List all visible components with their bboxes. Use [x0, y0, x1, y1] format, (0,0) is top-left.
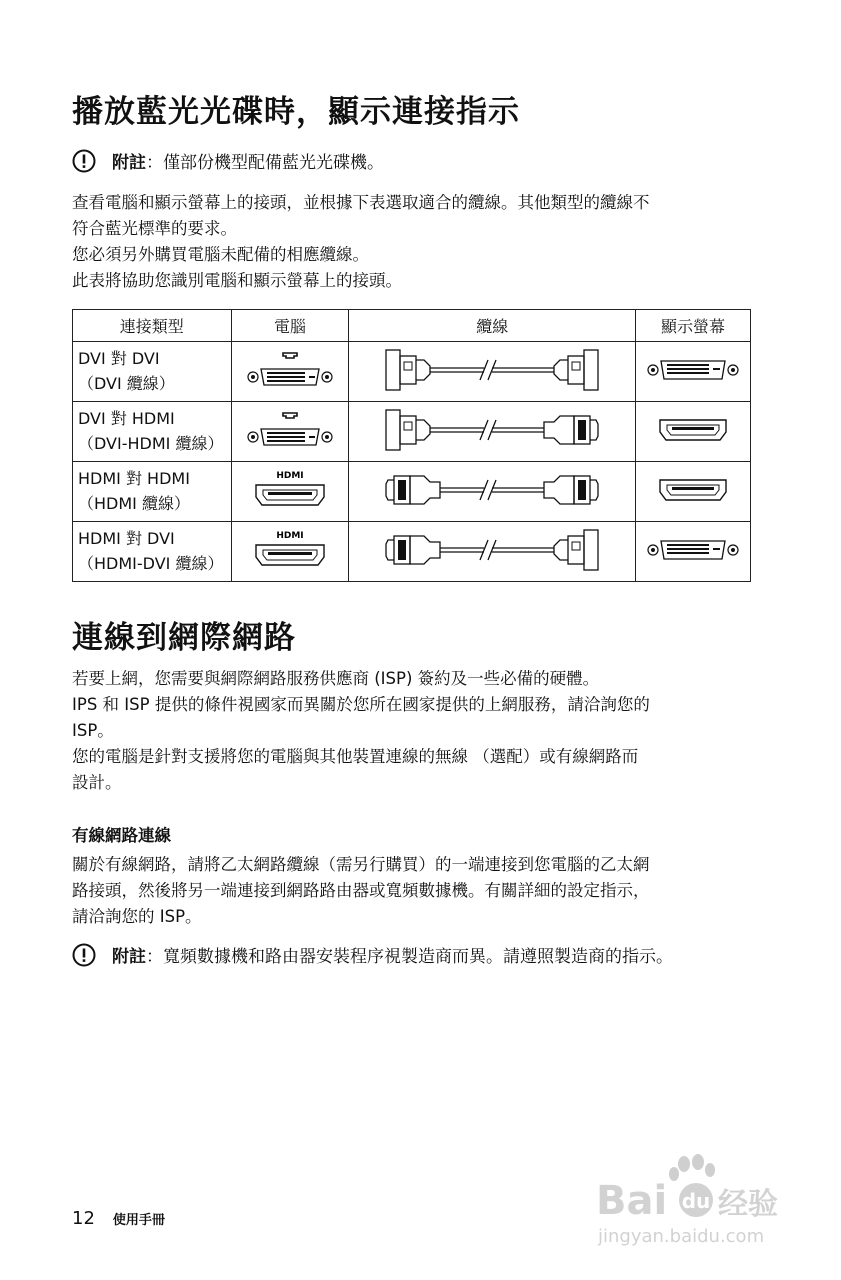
para-line: 設計。 [72, 773, 122, 792]
dvi-dvi-cable-icon [382, 344, 602, 396]
hdmi-dvi-cable-icon [382, 524, 602, 576]
connection-type-cell [73, 462, 232, 522]
hdmi-port-icon [658, 477, 728, 503]
internet-paragraph [72, 666, 752, 796]
note-text: ：寬頻數據機和路由器安裝程序視製造商而異。請遵照製造商的指示。 [146, 947, 673, 967]
header-cable: 纜線 [349, 310, 636, 342]
dvi-port-icon [245, 407, 335, 453]
watermark-brand: Bai [596, 1178, 668, 1224]
watermark-url: jingyan.baidu.com [598, 1226, 765, 1247]
table-row [73, 462, 751, 522]
dvi-hdmi-cable-icon [382, 404, 602, 456]
monitor-port-cell [636, 462, 751, 522]
table-row [73, 402, 751, 462]
page-number: 12 [72, 1208, 95, 1229]
page-footer [72, 1208, 165, 1229]
para-line: 若要上網，您需要與網際網路服務供應商 (ISP) 簽約及一些必備的硬體。 [72, 669, 600, 688]
watermark-cn: 经验 [718, 1187, 778, 1222]
type-name: HDMI 對 HDMI [78, 469, 190, 488]
pc-port-cell [231, 522, 349, 582]
hdmi-port-icon [658, 417, 728, 443]
subsection-title-wired: 有線網路連線 [72, 826, 171, 845]
monitor-port-cell [636, 342, 751, 402]
pc-port-cell [231, 342, 349, 402]
exclamation-icon [72, 149, 96, 173]
paw-icon [669, 1154, 715, 1181]
type-name: DVI 對 DVI [78, 349, 160, 368]
hdmi-hdmi-cable-icon [382, 464, 602, 516]
table-row [73, 342, 751, 402]
para-line: 查看電腦和顯示螢幕上的接頭，並根據下表選取適合的纜線。其他類型的纜線不 [72, 193, 650, 212]
exclamation-icon [72, 943, 96, 967]
para-line: 關於有線網路，請將乙太網路纜線（需另行購買）的一端連接到您電腦的乙太網 [72, 855, 650, 874]
cable-cell [349, 462, 636, 522]
pc-port-cell [231, 462, 349, 522]
type-cable: （HDMI-DVI 纜線） [78, 554, 224, 573]
section-title-internet: 連線到網際網路 [72, 620, 296, 656]
monitor-port-cell [636, 522, 751, 582]
note-label: 附註 [112, 947, 146, 967]
connection-type-cell [73, 402, 232, 462]
hdmi-logo: HDMI [276, 470, 304, 481]
note-label: 附註 [112, 153, 146, 173]
table-header-row [73, 310, 751, 342]
connection-table [72, 309, 751, 582]
hdmi-logo: HDMI [276, 530, 304, 541]
note-router [72, 942, 673, 967]
type-cable: （DVI 纜線） [78, 374, 175, 393]
hdmi-port-icon [250, 467, 330, 513]
cable-cell [349, 342, 636, 402]
dvi-port-icon [645, 355, 741, 385]
monitor-port-cell [636, 402, 751, 462]
baidu-watermark [592, 1152, 792, 1252]
para-line: 您必須另外購買電腦未配備的相應纜線。 [72, 245, 369, 264]
footer-label: 使用手冊 [112, 1213, 165, 1228]
wired-paragraph [72, 852, 752, 930]
type-name: HDMI 對 DVI [78, 529, 175, 548]
table-row [73, 522, 751, 582]
type-name: DVI 對 HDMI [78, 409, 175, 428]
intro-paragraph [72, 190, 752, 294]
note-text: ：僅部份機型配備藍光光碟機。 [146, 153, 384, 173]
dvi-port-icon [245, 347, 335, 393]
para-line: 路接頭，然後將另一端連接到網路路由器或寬頻數據機。有關詳細的設定指示， [72, 881, 650, 900]
pc-port-cell [231, 402, 349, 462]
cable-cell [349, 402, 636, 462]
para-line: 您的電腦是針對支援將您的電腦與其他裝置連線的無線 （選配）或有線網路而 [72, 747, 639, 766]
cable-cell [349, 522, 636, 582]
para-line: IPS 和 ISP 提供的條件視國家而異關於您所在國家提供的上網服務，請洽詢您的 [72, 695, 650, 714]
para-line: 請洽詢您的 ISP。 [72, 907, 202, 926]
section-title-bluray: 播放藍光光碟時，顯示連接指示 [72, 94, 520, 130]
connection-type-cell [73, 342, 232, 402]
para-line: 符合藍光標準的要求。 [72, 219, 237, 238]
watermark-brand-du: du [681, 1189, 711, 1213]
connection-type-cell [73, 522, 232, 582]
note-bluray [72, 148, 384, 173]
dvi-port-icon [645, 535, 741, 565]
type-cable: （HDMI 纜線） [78, 494, 190, 513]
header-connection-type: 連接類型 [73, 310, 232, 342]
para-line: ISP。 [72, 721, 114, 740]
para-line: 此表將協助您識別電腦和顯示螢幕上的接頭。 [72, 271, 402, 290]
hdmi-port-icon [250, 527, 330, 573]
header-computer: 電腦 [231, 310, 349, 342]
type-cable: （DVI-HDMI 纜線） [78, 434, 224, 453]
header-monitor: 顯示螢幕 [636, 310, 751, 342]
